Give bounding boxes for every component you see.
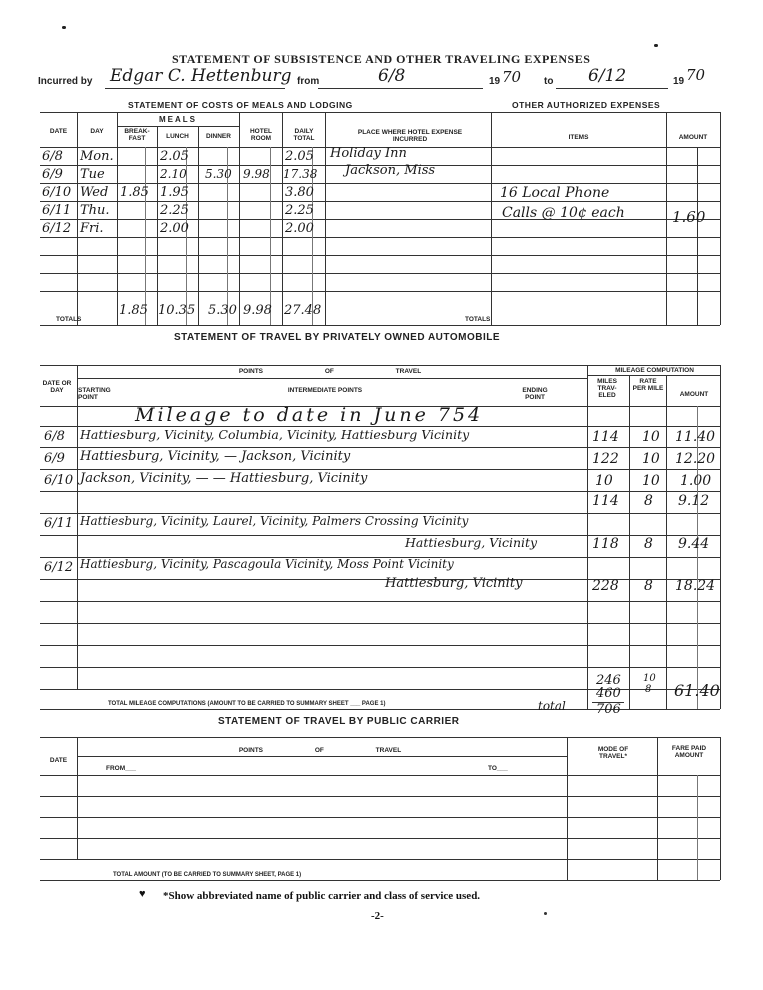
to-label: to (544, 76, 554, 87)
auto-miles: 114 (592, 493, 619, 509)
from-label: from (297, 76, 320, 87)
row-total: 3.80 (285, 185, 314, 200)
auto-date: 6/11 (44, 516, 74, 531)
hdr-points-of-travel: POINTS OF TRAVEL (238, 368, 422, 375)
row-day: Fri. (80, 221, 104, 236)
hdr-breakfast: BREAK-FAST (124, 128, 150, 142)
from-date: 6/8 (378, 66, 406, 86)
hdr-amount-auto: AMOUNT (679, 391, 709, 398)
public-total-label: TOTAL AMOUNT (TO BE CARRIED TO SUMMARY SHEET, PAGE 1) (113, 872, 302, 878)
total-hotel: 9.98 (243, 303, 272, 318)
hdr-starting-point: STARTING POINT (78, 387, 111, 401)
hdr-hotel-room: HOTEL ROOM (249, 128, 273, 142)
hdr-public-to: TO___ (488, 765, 508, 772)
hdr-miles: MILES TRAV-ELED (597, 378, 617, 399)
total-rate-a: 10 (643, 673, 656, 684)
hdr-rate: RATE PER MILE (632, 378, 664, 392)
auto-amount: 11.40 (675, 429, 716, 445)
to-date: 6/12 (588, 66, 627, 86)
row-total: 17.38 (283, 167, 318, 181)
auto-amount: 9.12 (678, 493, 710, 509)
year-1: 70 (502, 68, 522, 86)
row-lunch: 2.05 (160, 149, 189, 164)
auto-date: 6/8 (44, 429, 65, 444)
total-mileage-label: TOTAL MILEAGE COMPUTATIONS (AMOUNT TO BE CARRIED TO SUMMARY SHEET ___ PAGE 1) (108, 701, 386, 707)
auto-rate: 8 (644, 536, 653, 552)
auto-amount: 18.24 (675, 578, 716, 594)
auto-date: 6/9 (44, 451, 65, 466)
total-word: total (538, 699, 566, 713)
speck-mark (654, 44, 658, 47)
auto-route: Jackson, Vicinity, — — Hattiesburg, Vicinity (80, 471, 368, 486)
other-expense-item: 16 Local Phone (500, 185, 610, 201)
hdr-public-from: FROM___ (106, 765, 136, 772)
auto-section-title: STATEMENT OF TRAVEL BY PRIVATELY OWNED AUTOMOBILE (174, 332, 500, 343)
auto-date: 6/12 (44, 560, 74, 575)
hdr-intermediate: INTERMEDIATE POINTS (287, 387, 363, 394)
total-miles-a: 246 (596, 673, 621, 688)
total-lunch: 10.35 (158, 303, 196, 318)
hdr-amount: AMOUNT (678, 134, 708, 141)
row-day: Tue (80, 167, 105, 182)
hdr-items: ITEMS (568, 134, 589, 141)
row-date: 6/11 (42, 203, 72, 218)
row-date: 6/9 (42, 167, 63, 182)
hdr-mileage: MILEAGE COMPUTATION (615, 367, 694, 374)
auto-rate: 10 (642, 473, 660, 489)
year-prefix-1: 19 (489, 76, 501, 87)
auto-miles: 122 (592, 451, 619, 467)
hdr-dinner: DINNER (206, 133, 231, 140)
row-date: 6/12 (42, 221, 72, 236)
auto-route: Hattiesburg, Vicinity, — Jackson, Vicinity (80, 449, 351, 464)
auto-amount: 9.44 (678, 536, 710, 552)
hdr-date-or-day: DATE OR DAY (42, 380, 72, 394)
other-expenses-title: OTHER AUTHORIZED EXPENSES (512, 100, 661, 110)
auto-rate: 10 (642, 451, 660, 467)
auto-date: 6/10 (44, 473, 74, 488)
form-title: STATEMENT OF SUBSISTENCE AND OTHER TRAVELING EXPENSES (172, 52, 591, 66)
auto-route: Hattiesburg, Vicinity, Laurel, Vicinity, Palmers Crossing Vicinity (80, 514, 469, 528)
totals-label-other: TOTALS (465, 316, 491, 323)
total-daily: 27.48 (284, 303, 322, 318)
auto-rate: 8 (644, 493, 653, 509)
row-breakfast: 1.85 (120, 185, 149, 200)
auto-amount: 1.00 (680, 473, 712, 489)
auto-miles: 114 (592, 429, 619, 445)
incurred-by-label: Incurred by (38, 76, 93, 87)
hdr-meals: MEALS (159, 115, 197, 124)
auto-rate: 10 (642, 429, 660, 445)
row-lunch: 2.25 (160, 203, 189, 218)
total-miles-sum: 706 (596, 702, 621, 717)
row-day: Wed (80, 185, 109, 200)
year-2: 70 (686, 66, 706, 84)
mileage-note: Mileage to date in June 754 (135, 404, 484, 426)
hdr-lunch: LUNCH (166, 133, 189, 140)
totals-label: TOTALS (56, 316, 82, 323)
row-place: Jackson, Miss (345, 163, 436, 178)
hdr-place: PLACE WHERE HOTEL EXPENSE INCURRED (357, 129, 463, 143)
row-dinner: 5.30 (205, 167, 232, 181)
meals-section-title: STATEMENT OF COSTS OF MEALS AND LODGING (128, 100, 353, 110)
auto-miles: 228 (592, 578, 619, 594)
row-lunch: 2.10 (160, 167, 187, 181)
total-miles-b: 460 (596, 686, 621, 701)
other-expense-amount: 1.60 (672, 208, 706, 226)
hdr-date: DATE (49, 128, 68, 135)
speck-mark (62, 26, 66, 29)
row-day: Thu. (80, 203, 110, 218)
hdr-daily-total: DAILY TOTAL (293, 128, 315, 142)
row-lunch: 1.95 (160, 185, 189, 200)
footer-note: *Show abbreviated name of public carrier and class of service used. (163, 890, 481, 902)
other-expense-item: Calls @ 10¢ each (502, 205, 625, 221)
speck-mark (544, 912, 547, 915)
heart-mark-icon: ♥ (139, 888, 146, 900)
auto-route-continued: Hattiesburg, Vicinity (405, 535, 538, 550)
hdr-day: DAY (90, 128, 104, 135)
year-prefix-2: 19 (673, 76, 685, 87)
total-dinner: 5.30 (208, 303, 237, 318)
hdr-public-points: POINTS OF TRAVEL (238, 747, 402, 754)
traveler-name: Edgar C. Hettenburg (110, 66, 292, 86)
auto-route-continued: Hattiesburg, Vicinity (385, 576, 523, 591)
auto-amount: 12.20 (675, 451, 716, 467)
hdr-public-mode: MODE OF TRAVEL* (597, 746, 629, 760)
row-place: Holiday Inn (330, 146, 407, 161)
hdr-ending-point: ENDING POINT (522, 387, 548, 401)
auto-route: Hattiesburg, Vicinity, Columbia, Vicinity, Hattiesburg Vicinity (80, 427, 470, 442)
row-date: 6/10 (42, 185, 72, 200)
page-number: -2- (371, 910, 384, 922)
row-day: Mon. (80, 149, 114, 164)
public-section-title: STATEMENT OF TRAVEL BY PUBLIC CARRIER (218, 716, 460, 727)
total-breakfast: 1.85 (119, 303, 148, 318)
row-date: 6/8 (42, 149, 63, 164)
row-total: 2.00 (285, 221, 314, 236)
row-hotel: 9.98 (243, 167, 270, 181)
hdr-public-fare: FARE PAID AMOUNT (671, 745, 707, 759)
row-lunch: 2.00 (160, 221, 189, 236)
total-rate-b: 8 (645, 684, 652, 695)
hdr-public-date: DATE (49, 757, 68, 764)
row-total: 2.05 (285, 149, 314, 164)
auto-miles: 10 (595, 473, 613, 489)
auto-route: Hattiesburg, Vicinity, Pascagoula Vicinity, Moss Point Vicinity (80, 557, 454, 571)
row-total: 2.25 (285, 203, 314, 218)
auto-miles: 118 (592, 536, 619, 552)
auto-rate: 8 (644, 578, 653, 594)
total-auto-amount: 61.40 (674, 681, 720, 700)
